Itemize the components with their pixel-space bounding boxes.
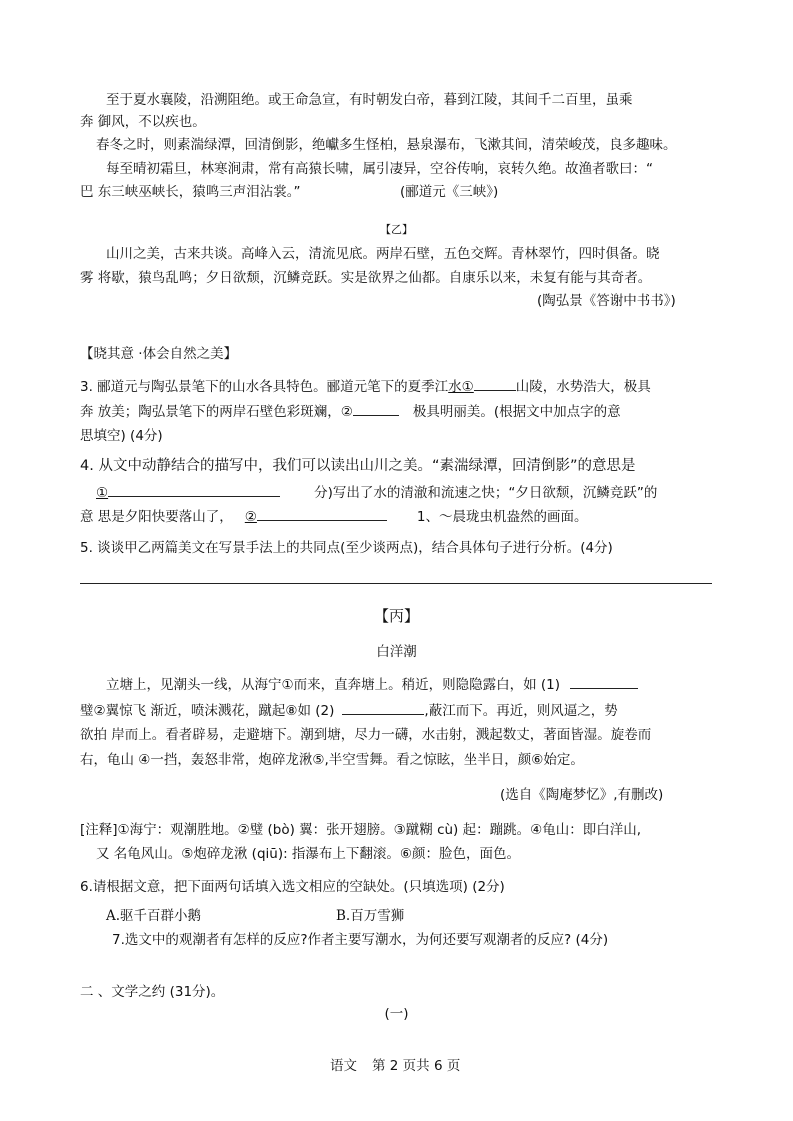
yi-line2: 雾 将歇，猿鸟乱鸣；夕日欲颓，沉鳞竞跃。实是欲界之仙都。自康乐以来，未复有能与其奇者。: [80, 270, 652, 286]
jia-p3-line1: 每至晴初霜旦，林寒涧肃，常有高猿长啸，属引凄异，空谷传响，哀转久绝。故渔者歌曰：“: [106, 161, 653, 177]
footer-page-number: 第 2 页共 6 页: [372, 1058, 461, 1074]
bing-line1: [106, 674, 638, 695]
bing-line4: 右，龟山 ④一挡，轰怒非常，炮碎龙湫⑤,半空雪舞。看之惊眩，坐半日，颜⑥始定。: [80, 752, 584, 768]
q3-underlined-word: 水①: [448, 379, 474, 395]
yi-heading: 【乙】: [380, 223, 413, 236]
jia-p1-line2: 奔 御风，不以疾也。: [80, 114, 206, 130]
q3-text-b: 山陵，水势浩大，极具: [515, 379, 651, 395]
notes-line1: [注释]①海宁：观潮胜地。②璧 (bò) 翼：张开翅膀。③蹴糊 cù) 起：蹦跳。④龟山：即白洋山,: [80, 822, 642, 838]
q4-line1: 4. 从文中动静结合的描写中，我们可以读出山川之美。“素湍绿潭，回清倒影”的意思是: [80, 458, 636, 474]
jia-p1-line1: 至于夏水襄陵，沿溯阻绝。或王命急宣，有时朝发白帝，暮到江陵，其间千二百里，虽乘: [106, 92, 633, 108]
bing-text-a: 立塘上，见潮头一线，从海宁①而来，直奔塘上。稍近，则隐隐露白，如 (1): [106, 677, 561, 693]
q3-line3: 思填空) (4分): [80, 428, 163, 444]
jia-p2: 春冬之时，则素湍绿潭，回清倒影，绝巘多生怪柏，悬泉瀑布，飞漱其间，清荣峻茂，良多趣味。: [96, 137, 677, 153]
yi-source: (陶弘景《答谢中书书》): [537, 293, 676, 309]
q3-blank-1[interactable]: [474, 376, 516, 391]
yi-line1: 山川之美，古来共谈。高峰入云，清流见底。两岸石壁，五色交辉。青林翠竹，四时俱备。晓: [106, 246, 660, 262]
q3-line2: [80, 401, 621, 422]
section-title: 【晓其意 ·体会自然之美】: [80, 346, 238, 362]
q4-blank-1[interactable]: [108, 482, 280, 497]
bing-source: (选自《陶庵梦忆》,有删改): [500, 787, 664, 803]
bing-text-b: 璧②翼惊飞 渐近，喷沫溅花，蹴起⑧如 (2): [80, 703, 335, 719]
bing-line3: 欲拍 岸而上。看者辟易，走避塘下。潮到塘，尽力一礴，水击射，溅起数丈，著面皆湿。旋卷而: [80, 727, 652, 743]
q4-text-b: 分)写出了水的清澈和流速之快；“夕日欲颓，沉鳞竞跃”的: [314, 485, 658, 501]
q5-text: 5. 谈谈甲乙两篇美文在写景手法上的共同点(至少谈两点)，结合具体句子进行分析。(4分): [80, 540, 613, 556]
q6-option-a: A.驱千百群小鹅: [106, 908, 202, 924]
q6-text: 6.请根据文意，把下面两句话填入选文相应的空缺处。(只填选项) (2分): [80, 879, 505, 895]
jia-source: (郦道元《三峡》): [400, 184, 499, 200]
q4-text-d: 1、～晨珑虫机盎然的画面。: [416, 509, 588, 525]
part2-heading: 二 、文学之约 (31分)。: [80, 984, 225, 1000]
q3-text-d: 极具明丽美。(根据文中加点字的意: [412, 404, 621, 420]
bing-heading: 【丙】: [373, 607, 419, 625]
bing-blank-2[interactable]: [342, 700, 424, 715]
part2-subheading: (一): [384, 1006, 409, 1022]
q3-text-c: 奔 放美；陶弘景笔下的两岸石壁色彩斑斓，②: [80, 404, 353, 420]
q4-mark-2: ②: [244, 509, 257, 525]
q4-mark-1: ①: [96, 485, 109, 501]
q3-blank-2[interactable]: [353, 401, 399, 416]
q4-line3: [80, 506, 588, 527]
bing-title: 白洋潮: [376, 644, 417, 660]
jia-p3-line2: 巴 东三峡巫峡长，猿鸣三声泪沾裳。”: [80, 184, 301, 200]
q6-option-b: B.百万雪狮: [336, 908, 405, 924]
q5-answer-line[interactable]: [80, 583, 712, 584]
q3-line1: [80, 376, 651, 397]
bing-line2: [80, 700, 618, 721]
bing-blank-1[interactable]: [570, 674, 638, 689]
q4-line2: [96, 482, 657, 503]
q4-text-c: 意 思是夕阳快要落山了，: [80, 509, 233, 525]
q7-text: 7.选文中的观潮者有怎样的反应?作者主要写潮水，为何还要写观潮者的反应? (4分): [112, 932, 609, 948]
notes-line2: 又 名龟风山。⑤炮碎龙湫 (qiū): 指瀑布上下翻滚。⑥颜：脸色，面色。: [96, 846, 521, 862]
bing-text-c: ,蔽江而下。再近，则风逼之，势: [424, 703, 618, 719]
footer-subject: 语文: [330, 1058, 357, 1074]
q4-blank-2[interactable]: [257, 506, 387, 521]
q3-text-a: 3. 郦道元与陶弘景笔下的山水各具特色。郦道元笔下的夏季江: [80, 379, 449, 395]
